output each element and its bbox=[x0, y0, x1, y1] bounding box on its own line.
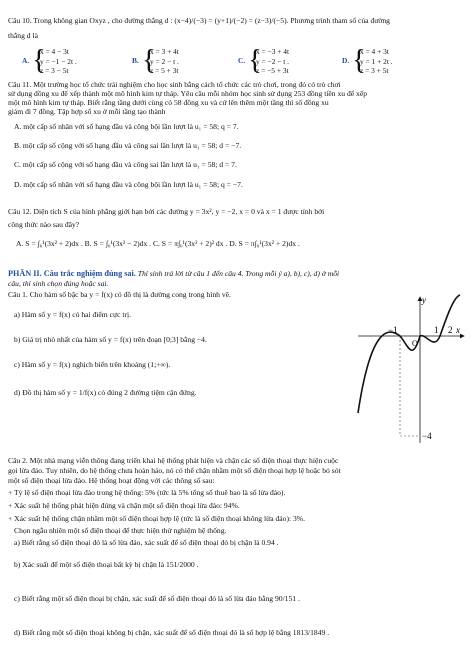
c1-stem: Câu 1. Cho hàm số bậc ba y = f(x) có đồ thị là đường cong trong hình vẽ. bbox=[8, 290, 231, 299]
q10-stem: Câu 10. Trong không gian Oxyz , cho đường thẳng d : (x−4)/(−3) = (y+1)/(−2) = (z−3)/(−5). Phương trình tham số của đường bbox=[8, 16, 390, 25]
c2-param-1: + Tỷ lệ số điện thoại lừa đảo trong hệ thống: 5% (tức là 5% tổng số thuê bao là số lừa đảo). bbox=[8, 488, 286, 497]
c2-stem-1: Câu 2. Một nhà mạng viễn thông đang triển khai hệ thống phát hiện và chặn các số điện thoại thực hiện cuộc bbox=[8, 456, 339, 465]
q12-options[interactable]: A. S = ∫₀¹(3x² + 2)dx . B. S = ∫₀¹(3x² − 2)dx . C. S = π∫₀¹(3x² + 2)² dx . D. S = π∫₀¹(3x² + 2)dx . bbox=[16, 239, 300, 248]
equation-row: y = 2 − t . bbox=[150, 56, 179, 66]
c1-statement-b[interactable]: b) Giá trị nhỏ nhất của hàm số y = f(x) trên đoạn [0;3] bằng −4. bbox=[14, 335, 207, 344]
equation-row: z = 3 − 5t bbox=[40, 66, 69, 75]
equation-row: x = −3 + 4t bbox=[256, 47, 290, 56]
tick-label: −1 bbox=[388, 325, 398, 335]
y-tick-label: −4 bbox=[422, 431, 432, 441]
x-axis-label: x bbox=[456, 325, 460, 335]
q11-option-c[interactable]: C. một cấp số cộng với số hạng đầu và công sai lần lượt là u₁ = 58; d = 7. bbox=[14, 160, 237, 169]
equation-row: x = 4 − 3t bbox=[40, 47, 69, 56]
q11-stem-1: Câu 11. Một trường học tổ chức trải nghiệm cho học sinh bằng cách tổ chức các trò chơi, trong đó có trò chơi bbox=[8, 80, 341, 89]
exam-page: Câu 10. Trong không gian Oxyz , cho đường thẳng d : (x−4)/(−3) = (y+1)/(−2) = (z−3)/(−5). Phương trình tham số của đường thẳng d là A. { x = 4 − 3t y = −1 − 2t . z = 3 − 5t B. { x = 3 + 4t y = 2 − t . z = 5 + 3t C. { x = −3 + 4t y = −2 − t . z = −5 + 3t D. { x = 4 + 3t y = 1 + 2t . z = 3 + 5t Câu 11. Một trường học tổ chức trải nghiệm cho học sinh bằng cách tổ chức các trò chơi, trong đó có trò chơi sử dụng đồng xu để xếp thành một mô hình kim tự tháp. Yêu cầu mỗi nhóm học sinh sử dụng 253 đồng tiền xu để xếp một mô hình kim tự tháp. Biết rằng tầng dưới cùng có 58 đồng xu và cứ lên thêm một tầng thì số đồng xu giảm đi 7 đồng. Tập hợp số xu ở mỗi tầng tạo thành A. một cấp số nhân với số hạng đầu và công bội lần lượt là u₁ = 58; q = 7. B. một cấp số cộng với số hạng đầu và công sai lần lượt là u₁ = 58; d = −7. C. một cấp số cộng với số hạng đầu và công sai lần lượt là u₁ = 58; d = 7. D. một cấp số nhân với số hạng đầu và công bội lần lượt là u₁ = 58; q = −7. Câu 12. Diện tích S của hình phẳng giới hạn bởi các đường y = 3x², y = −2, x = 0 và x = 1 được tính bởi công thức nào sau đây? A. S = ∫₀¹(3x² + 2)dx . B. S = ∫₀¹(3x² − 2)dx . C. S = π∫₀¹(3x² + 2)² dx . D. S = π∫₀¹(3x² + 2)dx . PHẦN II. Câu trắc nghiệm đúng sai. Thí sinh trả lời từ câu 1 đến câu 4. Trong mỗi ý a), b), c), d) ở mỗi câu, thí sinh chọn đúng hoặc sai. Câu 1. Cho hàm số bậc ba y = f(x) có đồ thị là đường cong trong hình vẽ. a) Hàm số y = f(x) có hai điểm cực trị. b) Giá trị nhỏ nhất của hàm số y = f(x) trên đoạn [0;3] bằng −4. c) Hàm số y = f(x) nghịch biến trên khoảng (1;+∞). d) Đồ thị hàm số y = 1/f(x) có đúng 2 đường tiệm cận đứng. y x O −1 1 2 −4 Câu 2. Một nhà mạng viễn thông đang triển khai hệ thống phát hiện và chặn các số điện thoại thực hiện cuộc gọi lừa đảo. Tuy nhiên, do hệ thống chưa hoàn hảo, nó có thể chặn nhầm một số điện thoại hợp lệ hoặc bỏ sót một số điện thoại lừa đảo. Hệ thống hoạt động với các thông số sau: + Tỷ lệ số điện thoại lừa đảo trong hệ thống: 5% (tức là 5% tổng số thuê bao là số lừa đảo). + Xác suất hệ thống phát hiện đúng và chặn một số điện thoại lừa đảo: 94%. + Xác suất hệ thống chặn nhầm một số điện thoại hợp lệ (tức là số điện thoại không lừa đảo): 3%. Chọn ngẫu nhiên một số điện thoại để thực hiện thử nghiệm hệ thống. a) Biết rằng số điện thoại đó là số lừa đảo, xác suất để số điện thoại đó bị chặn là 0.94 . b) Xác suất để một số điện thoại bất kỳ bị chặn là 151/2000 . c) Biết rằng một số điện thoại bị chặn, xác suất để số điện thoại đó là số lừa đảo bằng 90/151 . d) Biết rằng một số điện thoại không bị chặn, xác suất để số điện thoại đó là số hợp lệ bằng 1813/1849 . bbox=[0, 0, 472, 660]
c2-stem-3: một số điện thoại lừa đảo. Hệ thống hoạt động với các thông số sau: bbox=[8, 476, 215, 485]
function-curve bbox=[358, 295, 460, 413]
equation-row: z = 3 + 5t bbox=[360, 66, 389, 75]
equation-row: z = 5 + 3t bbox=[150, 66, 179, 75]
c2-statement-c[interactable]: c) Biết rằng một số điện thoại bị chặn, xác suất để số điện thoại đó là số lừa đảo bằng 90/151 . bbox=[14, 594, 300, 603]
q11-stem-2: sử dụng đồng xu để xếp thành một mô hình kim tự tháp. Yêu cầu mỗi nhóm học sinh sử dụng 253 đồng tiền xu để xếp bbox=[8, 89, 368, 98]
q12-stem-1: Câu 12. Diện tích S của hình phẳng giới hạn bởi các đường y = 3x², y = −2, x = 0 và x = 1 được tính bởi bbox=[8, 207, 325, 216]
option-label: A. bbox=[22, 56, 30, 65]
q11-stem-3: một mô hình kim tự tháp. Biết rằng tầng dưới cùng có 58 đồng xu và cứ lên thêm một tầng thì số đồng xu bbox=[8, 98, 329, 107]
c2-param-3: + Xác suất hệ thống chặn nhầm một số điện thoại hợp lệ (tức là số điện thoại không lừa đảo): 3%. bbox=[8, 514, 306, 523]
c2-statement-d[interactable]: d) Biết rằng một số điện thoại không bị chặn, xác suất để số điện thoại đó là số hợp lệ bằng 1813/1849 . bbox=[14, 628, 330, 637]
part2-heading: PHẦN II. Câu trắc nghiệm đúng sai. bbox=[8, 269, 136, 278]
origin-label: O bbox=[412, 339, 418, 348]
q11-option-b[interactable]: B. một cấp số cộng với số hạng đầu và công sai lần lượt là u₁ = 58; d = −7. bbox=[14, 141, 242, 150]
c1-statement-a[interactable]: a) Hàm số y = f(x) có hai điểm cực trị. bbox=[14, 310, 131, 319]
q11-option-d[interactable]: D. một cấp số nhân với số hạng đầu và công bội lần lượt là u₁ = 58; q = −7. bbox=[14, 180, 243, 189]
option-label: D. bbox=[342, 56, 350, 65]
c2-statement-b[interactable]: b) Xác suất để một số điện thoại bất kỳ bị chặn là 151/2000 . bbox=[14, 560, 199, 569]
cubic-function-graph bbox=[356, 293, 466, 445]
option-label: B. bbox=[132, 56, 139, 65]
tick-label: 2 bbox=[448, 325, 453, 335]
equation-row: y = −2 − t . bbox=[256, 56, 290, 66]
equation-row: x = 4 + 3t bbox=[360, 47, 389, 56]
q11-stem-4: giảm đi 7 đồng. Tập hợp số xu ở mỗi tầng tạo thành bbox=[8, 107, 166, 116]
part2-instruction: Thí sinh trả lời từ câu 1 đến câu 4. Trong mỗi ý a), b), c), d) ở mỗi bbox=[135, 269, 340, 278]
equation-row: z = −5 + 3t bbox=[256, 66, 289, 75]
c2-statement-a[interactable]: a) Biết rằng số điện thoại đó là số lừa đảo, xác suất để số điện thoại đó bị chặn là 0.94 . bbox=[14, 538, 279, 547]
c1-statement-d[interactable]: d) Đồ thị hàm số y = 1/f(x) có đúng 2 đường tiệm cận đứng. bbox=[14, 388, 197, 397]
equation-row: x = 3 + 4t bbox=[150, 47, 179, 56]
part2-instruction-2: câu, thí sinh chọn đúng hoặc sai. bbox=[8, 279, 109, 288]
q11-option-a[interactable]: A. một cấp số nhân với số hạng đầu và công bội lần lượt là u₁ = 58; q = 7. bbox=[14, 122, 239, 131]
y-axis-label: y bbox=[422, 295, 426, 305]
c1-statement-c[interactable]: c) Hàm số y = f(x) nghịch biến trên khoảng (1;+∞). bbox=[14, 360, 171, 369]
equation-row: y = −1 − 2t . bbox=[40, 56, 77, 66]
c2-param-2: + Xác suất hệ thống phát hiện đúng và chặn một số điện thoại lừa đảo: 94%. bbox=[8, 501, 240, 510]
option-label: C. bbox=[238, 56, 246, 65]
tick-label: 1 bbox=[434, 325, 439, 335]
c2-stem-2: gọi lừa đảo. Tuy nhiên, do hệ thống chưa hoàn hảo, nó có thể chặn nhầm một số điện thoại hợp lệ hoặc bỏ sót bbox=[8, 466, 341, 475]
q10-stem-2: thẳng d là bbox=[8, 31, 38, 40]
part2-heading-line bbox=[8, 269, 464, 279]
equation-row: y = 1 + 2t . bbox=[360, 56, 393, 66]
q12-stem-2: công thức nào sau đây? bbox=[8, 220, 80, 229]
c2-instruction: Chọn ngẫu nhiên một số điện thoại để thực hiện thử nghiệm hệ thống. bbox=[14, 526, 227, 535]
